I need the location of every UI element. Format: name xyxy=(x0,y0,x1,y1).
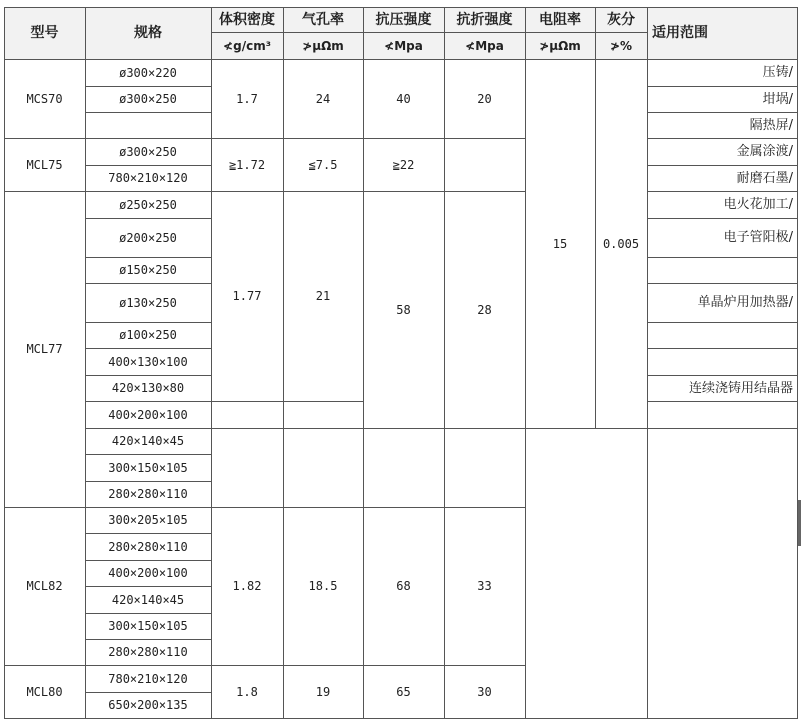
flexural-cell: 28 xyxy=(477,302,492,317)
grid-line xyxy=(211,191,363,192)
grid-line xyxy=(647,401,798,402)
grid-line xyxy=(85,322,211,323)
grid-line xyxy=(85,138,211,139)
model-cell: MCL82 xyxy=(26,579,63,593)
porosity-cell: 24 xyxy=(315,91,331,106)
grid-line xyxy=(85,112,211,113)
grid-line xyxy=(363,138,525,139)
usage-cell xyxy=(647,401,798,428)
model-cell: MCL75 xyxy=(26,157,63,172)
unit-resistivity: ≯μΩm xyxy=(525,32,595,59)
grid-line xyxy=(4,718,798,719)
grid-line xyxy=(647,375,798,376)
spec-cell: 300×150×105 xyxy=(108,460,188,475)
spec-cell: 420×140×45 xyxy=(111,434,185,448)
grid-line xyxy=(85,613,211,614)
porosity-cell: 19 xyxy=(315,684,331,699)
grid-line xyxy=(4,7,798,8)
grid-line xyxy=(4,59,798,60)
spec-cell: ø300×220 xyxy=(119,65,177,80)
spec-cell: 400×130×100 xyxy=(108,354,188,369)
spec-cell: 400×200×100 xyxy=(108,407,188,422)
grid-line xyxy=(647,165,798,166)
grid-line xyxy=(595,7,596,428)
grid-line xyxy=(85,7,86,718)
compressive-cell: ≧22 xyxy=(392,157,415,172)
usage-cell xyxy=(647,257,798,283)
grid-line xyxy=(85,191,211,192)
grid-line xyxy=(85,560,211,561)
grid-line xyxy=(211,138,363,139)
resistivity-cell: 15 xyxy=(552,236,568,251)
spec-cell: ø300×250 xyxy=(119,144,177,159)
grid-line xyxy=(85,218,211,219)
usage-cell: 电子管阳极/ xyxy=(723,230,793,245)
grid-line xyxy=(363,191,525,192)
usage-cell: 压铸/ xyxy=(762,65,793,80)
usage-cell xyxy=(647,348,798,375)
grid-line xyxy=(85,86,211,87)
usage-cell: 连续浇铸用结晶器 xyxy=(688,380,793,396)
grid-line xyxy=(363,428,525,429)
grid-line xyxy=(647,138,798,139)
grid-line xyxy=(85,533,211,534)
model-cell: MCS70 xyxy=(26,91,63,106)
grid-line xyxy=(4,7,5,718)
porosity-cell: 18.5 xyxy=(308,579,338,593)
spec-cell: ø250×250 xyxy=(119,197,177,212)
grid-line xyxy=(363,507,525,508)
unit-density: ≮g/cm³ xyxy=(211,32,283,59)
header-resistivity: 电阻率 xyxy=(525,7,595,32)
density-cell: ≧1.72 xyxy=(228,157,266,172)
usage-cell: 金属涂渡/ xyxy=(736,144,793,159)
grid-line xyxy=(85,165,211,166)
spec-cell: ø130×250 xyxy=(119,295,177,310)
header-flexural: 抗折强度 xyxy=(444,7,525,32)
porosity-cell: ≦7.5 xyxy=(308,157,338,172)
grid-line xyxy=(647,218,798,219)
header-compressive: 抗压强度 xyxy=(363,7,444,32)
grid-line xyxy=(85,428,211,429)
grid-line xyxy=(211,7,212,718)
grid-line xyxy=(283,7,284,718)
spec-cell: 300×205×105 xyxy=(108,513,188,527)
grid-line xyxy=(525,7,526,718)
spec-cell: 280×280×110 xyxy=(108,645,188,659)
flexural-cell xyxy=(444,138,525,191)
grid-line xyxy=(85,507,211,508)
usage-cell: 耐磨石墨/ xyxy=(736,170,793,186)
grid-line xyxy=(647,191,798,192)
density-cell: 1.7 xyxy=(236,91,258,106)
grid-line xyxy=(85,375,211,376)
unit-ash: ≯% xyxy=(595,32,647,59)
model-cell: MCL77 xyxy=(26,342,63,356)
grid-line xyxy=(211,401,363,402)
grid-line xyxy=(85,257,211,258)
spec-cell: 780×210×120 xyxy=(108,671,188,686)
usage-cell xyxy=(647,322,798,348)
compressive-cell: 65 xyxy=(396,684,411,699)
spec-cell: ø200×250 xyxy=(119,230,177,245)
spec-cell: 420×130×80 xyxy=(111,381,185,395)
usage-cell: 隔热屏/ xyxy=(749,117,793,133)
header-porosity: 气孔率 xyxy=(283,7,363,32)
grid-line xyxy=(647,348,798,349)
usage-cell: 坩埚/ xyxy=(762,91,793,107)
grid-line xyxy=(85,586,211,587)
grid-line xyxy=(85,401,211,402)
usage-cell: 电火花加工/ xyxy=(723,197,793,212)
spec-cell: 650×200×135 xyxy=(108,698,188,712)
grid-line xyxy=(444,7,445,718)
spec-cell: 400×200×100 xyxy=(108,566,188,580)
grid-line xyxy=(211,428,363,429)
spec-cell: ø150×250 xyxy=(119,263,177,277)
grid-line xyxy=(647,257,798,258)
grid-line xyxy=(647,86,798,87)
grid-line xyxy=(525,428,647,429)
spec-cell xyxy=(85,112,211,138)
unit-porosity: ≯μΩm xyxy=(283,32,363,59)
grid-line xyxy=(363,7,364,718)
grid-line xyxy=(4,665,85,666)
flexural-cell: 20 xyxy=(477,91,492,106)
grid-line xyxy=(85,348,211,349)
grid-line xyxy=(647,7,648,718)
unit-flexural: ≮Mpa xyxy=(444,32,525,59)
compressive-cell: 40 xyxy=(396,91,411,106)
density-cell: 1.77 xyxy=(232,289,262,303)
porosity-cell: 21 xyxy=(315,289,331,303)
grid-line xyxy=(647,283,798,284)
grid-line xyxy=(85,692,211,693)
grid-line xyxy=(647,322,798,323)
compressive-cell: 58 xyxy=(396,302,411,317)
density-cell: 1.82 xyxy=(232,579,262,593)
grid-line xyxy=(85,481,211,482)
usage-cell: 单晶炉用加热器/ xyxy=(697,295,793,310)
spec-cell: 780×210×120 xyxy=(108,171,188,185)
grid-line xyxy=(211,32,647,33)
grid-line xyxy=(797,7,798,718)
header-ash: 灰分 xyxy=(595,7,647,32)
grid-line xyxy=(85,283,211,284)
compressive-cell: 68 xyxy=(396,579,411,593)
grid-line xyxy=(4,507,85,508)
header-usage: 适用范围 xyxy=(647,7,798,59)
scroll-edge-marker xyxy=(798,500,801,546)
grid-line xyxy=(647,112,798,113)
header-spec: 规格 xyxy=(85,7,211,59)
grid-line xyxy=(4,138,85,139)
grid-line xyxy=(211,665,363,666)
spec-cell: 280×280×110 xyxy=(108,539,188,554)
grid-line xyxy=(4,191,85,192)
spec-cell: ø100×250 xyxy=(119,328,177,342)
flexural-cell: 30 xyxy=(477,684,492,699)
grid-line xyxy=(363,665,525,666)
grid-line xyxy=(85,665,211,666)
header-model: 型号 xyxy=(4,7,85,59)
grid-line xyxy=(211,507,363,508)
density-cell: 1.8 xyxy=(236,684,258,699)
grid-line xyxy=(647,428,798,429)
spec-cell: 420×140×45 xyxy=(111,592,185,607)
unit-compressive: ≮Mpa xyxy=(363,32,444,59)
grid-line xyxy=(85,639,211,640)
model-cell: MCL80 xyxy=(26,684,63,699)
spec-cell: 300×150×105 xyxy=(108,619,188,633)
spec-cell: ø300×250 xyxy=(119,92,177,106)
flexural-cell: 33 xyxy=(477,579,492,593)
spec-cell: 280×280×110 xyxy=(108,487,188,501)
header-density: 体积密度 xyxy=(211,7,283,32)
ash-cell: 0.005 xyxy=(602,236,640,251)
grid-line xyxy=(85,454,211,455)
